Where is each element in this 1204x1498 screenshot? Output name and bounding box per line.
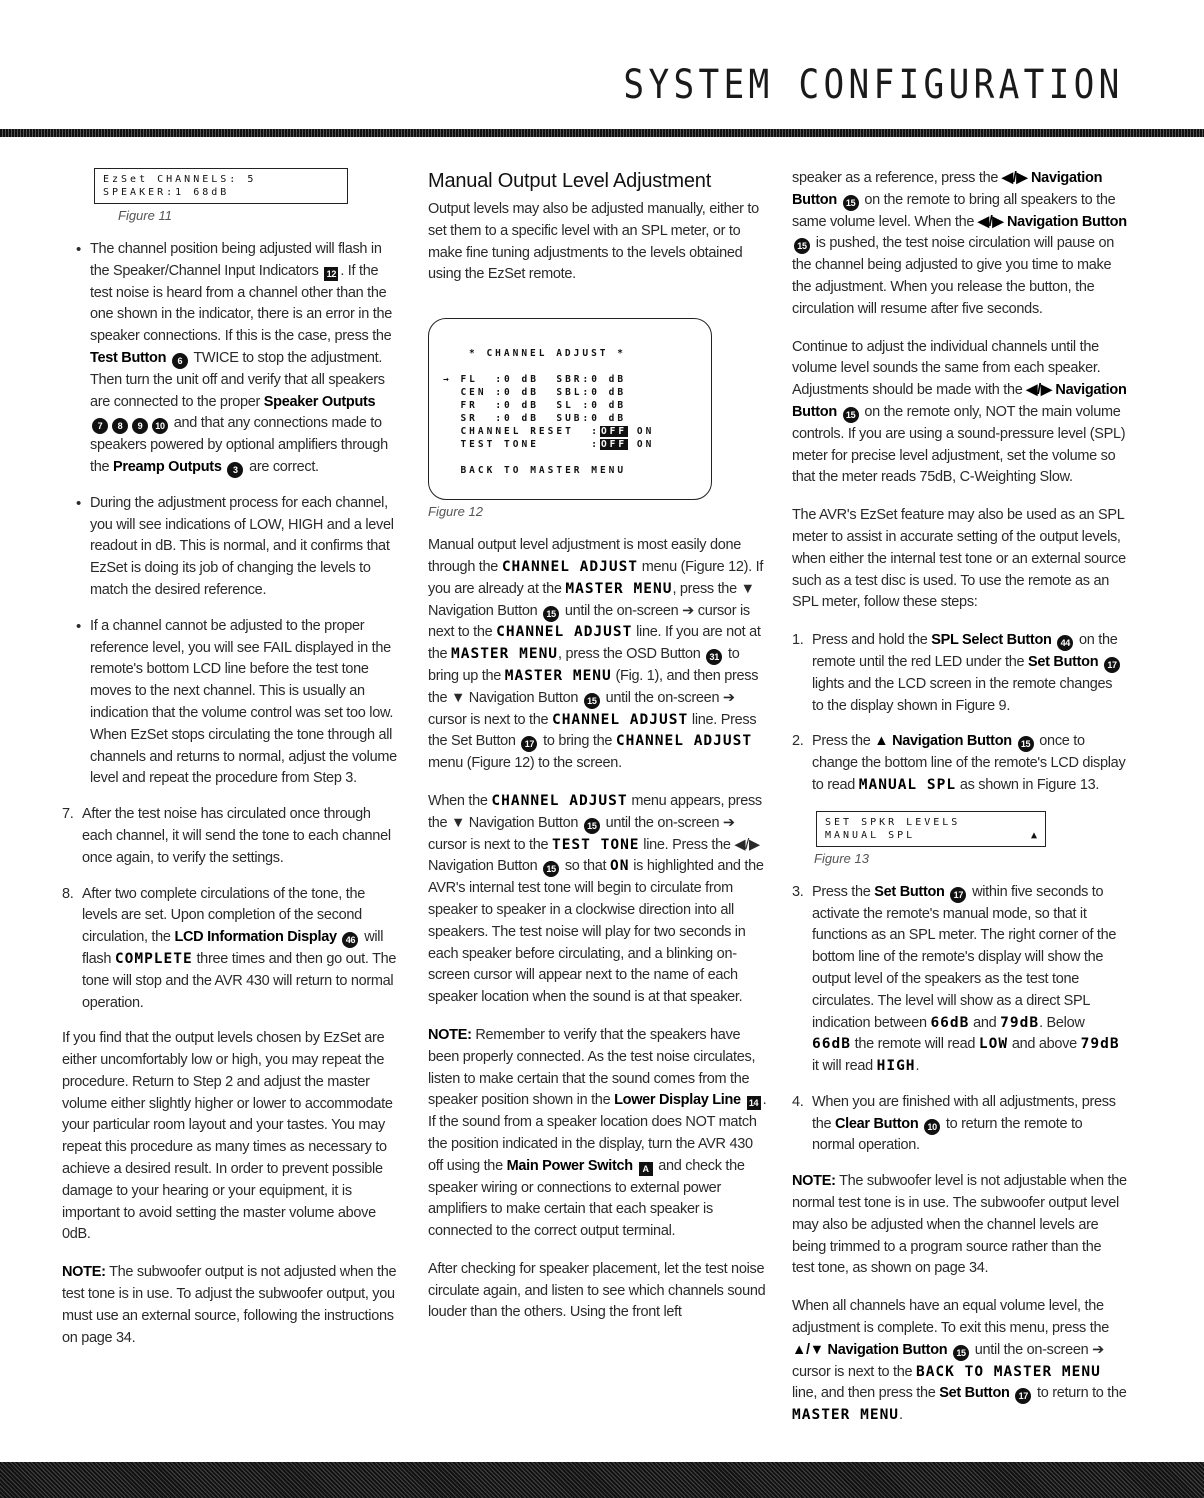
section-heading: Manual Output Level Adjustment	[428, 170, 712, 192]
paragraph-reference-speaker: speaker as a reference, press the ◀/▶ Navigation Button 15 on the remote to bring all speakers to the same volume level. When the ◀/▶ Navigation Button 15 is pushed, the test noise circulation will pause on the channel being adjusted to give you time to make the adjustment. When you release the button, the circulation will resume after five seconds.	[792, 170, 1127, 317]
up-arrow-icon: ▲	[1030, 829, 1037, 841]
paragraph-after-checking: After checking for speaker placement, let the test noise circulate again, and listen to see which channels sound louder than the others. Using the front left	[428, 1260, 766, 1321]
osd-row-2: CEN :0 dB SBL:0 dB	[443, 387, 627, 399]
paragraph-channel-adjust-menu: When the CHANNEL ADJUST menu appears, press the ▼ Navigation Button 15 until the on-screen ➔ cursor is next to the TEST TONE line. Press the ◀/▶ Navigation Button 15 so that ON is highlighted and the AVR's internal test tone will begin to circulate from speaker to speaker in a clockwise direction into all speakers. The test noise will play for two seconds in each speaker before circulating, and a blinking on-screen cursor will appear next to the name of each speaker location when the sound is at that speaker.	[428, 792, 764, 1006]
spl-step-1: 1. Press and hold the SPL Select Button 44 on the remote until the red LED under the Set Button 17 lights and the LCD screen in the remote changes to the display shown in Figure 9.	[792, 630, 1127, 717]
osd-back: BACK TO MASTER MENU	[443, 465, 627, 477]
spl-step-4: 4. When you are finished with all adjustments, press the Clear Button 10 to return the remote to normal operation.	[792, 1093, 1116, 1154]
paragraph-exit-menu: When all channels have an equal volume level, the adjustment is complete. To exit this menu, press the ▲/▼ Navigation Button 15 until the on-screen ➔ cursor is next to the BACK TO MASTER MENU line, and then press the Set Button 17 to return to the MASTER MENU.	[792, 1298, 1127, 1424]
indicator-marker: 12	[324, 267, 338, 281]
column-1	[62, 168, 397, 1365]
figure-11-caption: Figure 11	[118, 208, 172, 223]
osd-row-4: SR :0 dB SUB:0 dB	[443, 413, 627, 425]
osd-title: * CHANNEL ADJUST *	[469, 348, 626, 360]
lcd-line-2: SPEAKER:1 68dB	[103, 187, 230, 198]
lcd-line-1: EzSet CHANNELS: 5	[103, 174, 257, 185]
note-subwoofer-level: NOTE: The subwoofer level is not adjustable when the normal test tone is in use. The subwoofer output level may also be adjusted when the channel levels are being trimmed to a program source rather than the test tone, as shown on page 34.	[792, 1173, 1127, 1277]
column-2	[428, 168, 768, 1340]
spl-step-3: 3. Press the Set Button 17 within five seconds to activate the remote's manual mode, so that it functions as an SPL meter. The right corner of the bottom line of the remote's display will show the output level of the speakers as the test tone circulates. The level will show as a direct SPL indication between 66dB and 79dB. Below 66dB the remote will read LOW and above 79dB it will read HIGH.	[792, 883, 1120, 1075]
bullet-2: • During the adjustment process for each channel, you will see indications of LOW, HIGH and a level readout in dB. This is normal, and it confirms that EzSet is doing its job of changing the levels to match the desired reference.	[62, 493, 397, 602]
bullet-3: • If a channel cannot be adjusted to the proper reference level, you will see FAIL displayed in the remote's bottom LCD line before the test tone moves to the next channel. This is usually an indication that the volume control was set too low. When EzSet stops circulating the tone through all channels and returns to normal, adjust the volume level and repeat the procedure from Step 3.	[62, 616, 397, 790]
header-rule	[0, 129, 1204, 137]
figure-12-caption: Figure 12	[428, 504, 483, 520]
figure-13-caption: Figure 13	[814, 850, 869, 866]
paragraph-manual-adjust: Manual output level adjustment is most easily done through the CHANNEL ADJUST menu (Figure 12). If you are already at the MASTER MENU, press the ▼ Navigation Button 15 until the on-screen ➔ cursor is next to the CHANNEL ADJUST line. If you are not at the MASTER MENU, press the OSD Button 31 to bring up the MASTER MENU (Fig. 1), and then press the ▼ Navigation Button 15 until the on-screen ➔ cursor is next to the CHANNEL ADJUST line. Press the Set Button 17 to bring the CHANNEL ADJUST menu (Figure 12) to the screen.	[428, 537, 764, 772]
figure-13-lcd	[816, 811, 1046, 847]
lcd-line-2: MANUAL SPL	[825, 829, 916, 841]
test-button-marker: 6	[172, 353, 188, 369]
bullet-1: • The channel position being adjusted will flash in the Speaker/Channel Input Indicators 12 . If the test noise is heard from a channel other than the one shown in the indicator, there is an error in the speaker connections. If this is the case, press the Test Button 6 TWICE to stop the adjustment. Then turn the unit off and verify that all speakers are connected to the proper Speaker Outputs 7 8 9 10 and that any connections made to speakers powered by optional amplifiers through the Preamp Outputs 3 are correct.	[62, 239, 397, 479]
page-title: SYSTEM CONFIGURATION	[623, 62, 1124, 108]
figure-12-osd	[428, 318, 712, 500]
osd-test-tone: TEST TONE :OFF ON	[443, 439, 655, 451]
note-verify-speakers: NOTE: Remember to verify that the speakers have been properly connected. As the test noise circulates, listen to make certain that the sound comes from the speaker position shown in the Lower Display Line 14 . If the sound from a speaker location does NOT match the position indicated in the display, turn the AVR 430 off using the Main Power Switch A and check the speaker wiring or connections to external power amplifiers to make certain that each speaker is connected to the correct output terminal.	[428, 1026, 767, 1240]
note-subwoofer: NOTE: The subwoofer output is not adjusted when the test tone is in use. To adjust the subwoofer output, you must use an external source, following the instructions on page 34.	[62, 1264, 397, 1346]
spl-step-2: 2. Press the ▲ Navigation Button 15 once to change the bottom line of the remote's LCD display to read MANUAL SPL as shown in Figure 13.	[792, 733, 1126, 793]
paragraph-continue-adjust: Continue to adjust the individual channels until the volume level sounds the same from each speaker. Adjustments should be made with the ◀/▶ Navigation Button 15 on the remote only, NOT the main volume controls. If you are using a sound-pressure level (SPL) meter for precise level adjustment, set the volume so that the meter reads 75dB, C-Weighting Slow.	[792, 338, 1127, 486]
paragraph-spl-meter: The AVR's EzSet feature may also be used as an SPL meter to assist in accurate setting of the output levels, when either the internal test tone or an external source such as a test disc is used. To use the remote as an SPL meter, follow these steps:	[792, 507, 1126, 611]
osd-row-3: FR :0 dB SL :0 dB	[443, 400, 627, 412]
step-7: 7. After the test noise has circulated once through each channel, it will send the tone to each channel once again, to verify the settings.	[62, 806, 391, 866]
osd-channel-reset: CHANNEL RESET :OFF ON	[443, 426, 655, 438]
lcd-line-1: SET SPKR LEVELS	[825, 816, 961, 828]
footer-bar	[0, 1462, 1204, 1498]
paragraph-repeat-procedure: If you find that the output levels chosen by EzSet are either uncomfortably low or high, you may repeat the procedure. Return to Step 2 and adjust the master volume either slightly higher or lower to accommodate your particular room layout and your tastes. You may repeat this procedure as many times as necessary to achieve a desired result. In order to prevent possible damage to your hearing or your equipment, it is important to avoid setting the master volume above 0dB.	[62, 1030, 393, 1243]
step-8: 8. After two complete circulations of the tone, the levels are set. Upon completion of the second circulation, the LCD Information Display 46 will flash COMPLETE three times and then go out. The tone will stop and the AVR 430 will return to normal operation.	[62, 885, 397, 1011]
figure-11-lcd	[94, 168, 348, 204]
paragraph-intro: Output levels may also be adjusted manually, either to set them to a specific level with an SPL meter, or to make fine tuning adjustments to the levels obtained using the EzSet remote.	[428, 201, 759, 283]
column-3	[792, 168, 1127, 1443]
osd-row-1: → FL :0 dB SBR:0 dB	[443, 374, 627, 386]
